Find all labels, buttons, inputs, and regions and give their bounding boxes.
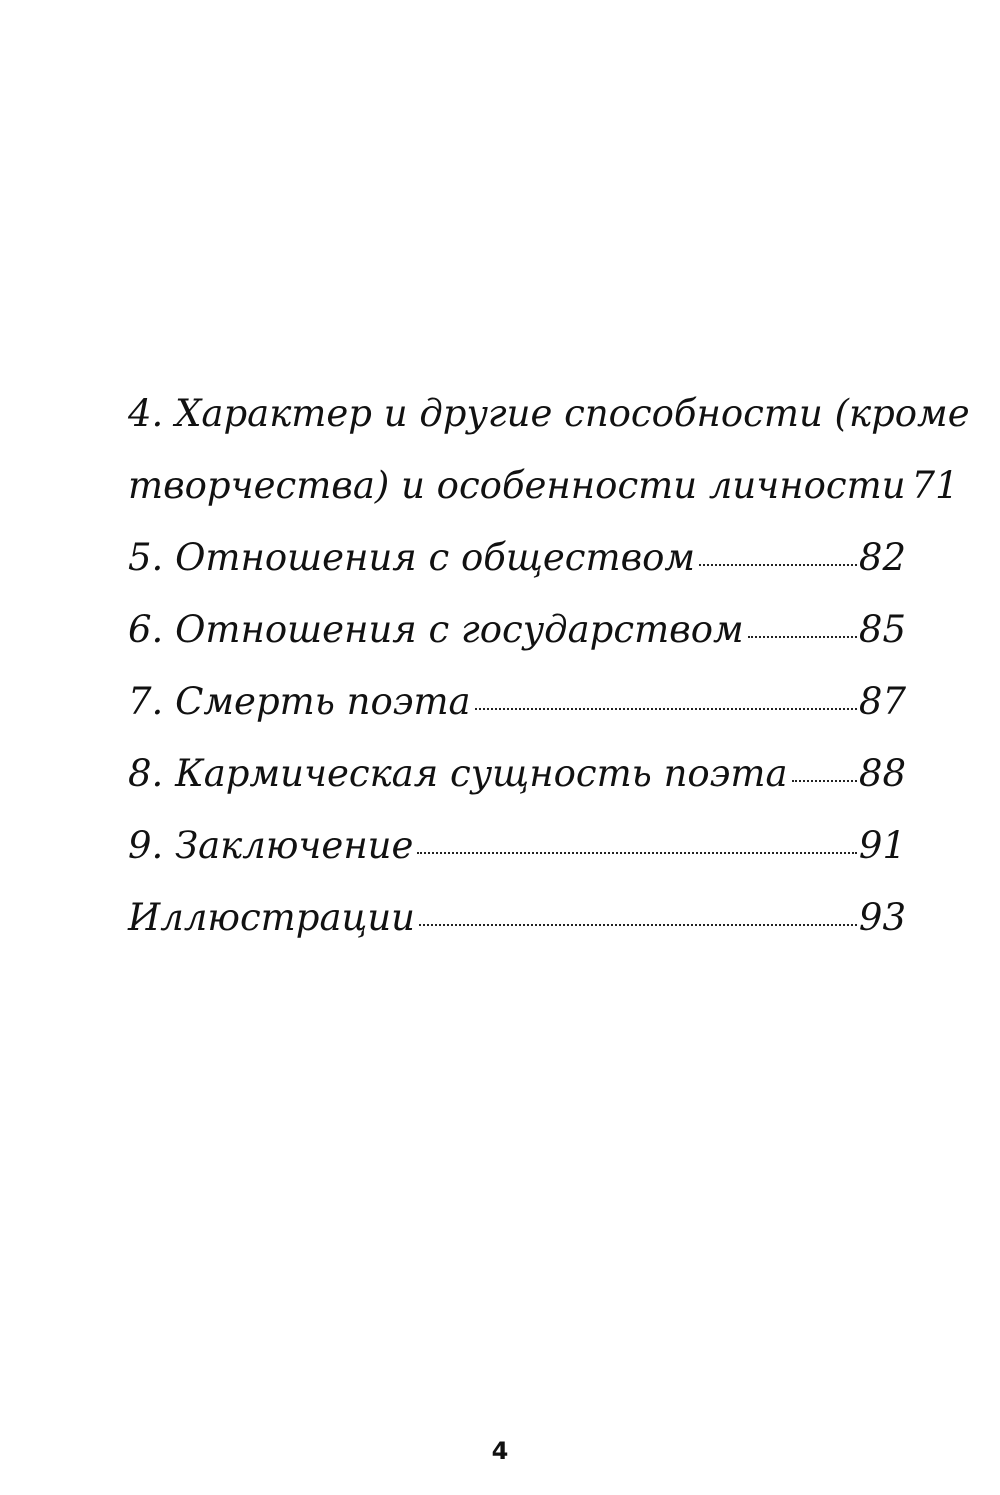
- toc-entry-page: 71: [911, 464, 959, 507]
- dot-leader: [475, 707, 857, 710]
- toc-entry-title: 8. Кармическая сущность поэта: [128, 752, 788, 795]
- toc-entry-title: творчества) и особенности личности: [128, 464, 906, 507]
- toc-entry-9[interactable]: [128, 810, 906, 882]
- toc-entry-title: 7. Смерть поэта: [128, 680, 471, 723]
- toc-entry-page: 85: [858, 608, 906, 651]
- table-of-contents: [128, 378, 970, 954]
- dot-leader: [748, 635, 857, 638]
- toc-entry-title: Иллюстрации: [128, 896, 415, 939]
- dot-leader: [419, 923, 857, 926]
- toc-entry-page: 87: [858, 680, 906, 723]
- toc-entry-4-line1: [128, 378, 970, 450]
- toc-entry-page: 93: [858, 896, 906, 939]
- toc-entry-illustrations[interactable]: [128, 882, 906, 954]
- toc-entry-4[interactable]: [128, 450, 959, 522]
- toc-entry-6[interactable]: [128, 594, 906, 666]
- toc-entry-page: 88: [858, 752, 906, 795]
- toc-entry-5[interactable]: [128, 522, 906, 594]
- dot-leader: [792, 779, 857, 782]
- toc-entry-title: 4. Характер и другие способности (кроме: [128, 392, 970, 435]
- toc-entry-7[interactable]: [128, 666, 906, 738]
- dot-leader: [417, 851, 856, 854]
- toc-entry-title: 5. Отношения с обществом: [128, 536, 696, 579]
- dot-leader: [699, 563, 857, 566]
- toc-entry-page: 82: [858, 536, 906, 579]
- toc-entry-title: 6. Отношения с государством: [128, 608, 744, 651]
- toc-entry-page: 91: [858, 824, 906, 867]
- toc-entry-8[interactable]: [128, 738, 906, 810]
- page-number: 4: [491, 1437, 509, 1465]
- toc-entry-title: 9. Заключение: [128, 824, 414, 867]
